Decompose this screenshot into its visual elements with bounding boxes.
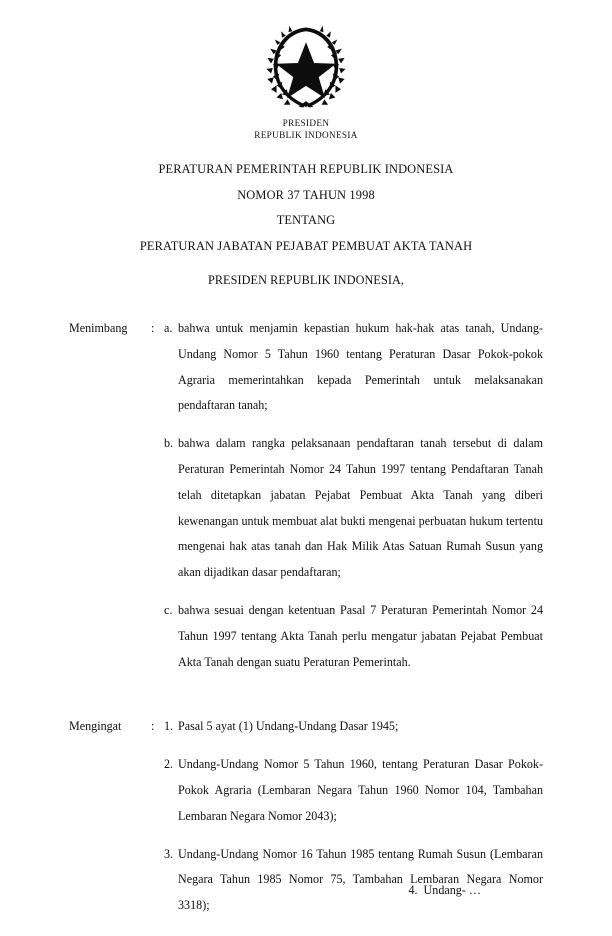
salutation-president: PRESIDEN REPUBLIK INDONESIA, bbox=[207, 273, 405, 287]
menimbang-text-b: bahwa dalam rangka pelaksanaan pendaftaran tanah tersebut di dalam Peraturan Pemerintah Nomor 24 Tahun 1997 tentang Pendaftaran Tanah telah ditetapkan jabatan Pejabat Pembuat Akta Tanah yang diberi kewenangan untuk membuat alat bukti mengenai perbuatan hukum tertentu mengenai hak atas tanah dan Hak Milik Atas Satuan Rumah Susun yang akan dijadikan dasar pendaftaran; bbox=[178, 436, 543, 580]
mengingat-text-1: Pasal 5 ayat (1) Undang-Undang Dasar 1945; bbox=[178, 719, 399, 734]
document-header bbox=[0, 22, 612, 141]
mengingat-colon: : bbox=[151, 719, 155, 734]
mengingat-text-2: Undang-Undang Nomor 5 Tahun 1960, tentang Peraturan Dasar Pokok-Pokok Agraria (Lembaran Negara Tahun 1960 Nomor 104, Tambahan Lembaran Negara Nomor 2043); bbox=[178, 757, 543, 823]
menimbang-section bbox=[69, 316, 543, 675]
menimbang-marker-a: a. bbox=[164, 321, 173, 335]
mengingat-marker-1: 1. bbox=[164, 719, 174, 734]
page-continuation-marker bbox=[69, 881, 543, 899]
title-subject: PERATURAN JABATAN PEJABAT PEMBUAT AKTA TANAH bbox=[139, 238, 473, 253]
page-continuation-text: 4. Undang- … bbox=[408, 883, 481, 897]
menimbang-marker-b: b. bbox=[164, 436, 174, 451]
mengingat-marker-2: 2. bbox=[164, 757, 174, 772]
mengingat-label: Mengingat bbox=[69, 719, 122, 734]
mengingat-item-2 bbox=[69, 752, 543, 829]
menimbang-item-b bbox=[69, 431, 543, 586]
menimbang-marker-c: c. bbox=[164, 602, 173, 617]
menimbang-text-c: bahwa sesuai dengan ketentuan Pasal 7 Peraturan Pemerintah Nomor 24 Tahun 1997 tentang Akta Tanah perlu mengatur jabatan Pejabat Pembuat Akta Tanah dengan suatu Peraturan Pemerintah. bbox=[178, 602, 543, 669]
menimbang-label: Menimbang bbox=[69, 321, 128, 335]
document-body bbox=[69, 316, 543, 919]
title-number-year: NOMOR 37 TAHUN 1998 bbox=[237, 187, 375, 202]
menimbang-colon: : bbox=[151, 321, 155, 335]
menimbang-text-a: bahwa untuk menjamin kepastian hukum hak-hak atas tanah, Undang-Undang Nomor 5 Tahun 1960 tentang Peraturan Dasar Pokok-pokok Agraria memerintahkan kepada Pemerintah untuk melaksanakan pendaftaran tanah; bbox=[178, 321, 543, 413]
title-about-keyword: TENTANG bbox=[276, 213, 336, 228]
emblem-caption bbox=[0, 118, 612, 141]
presidential-star-wreath-emblem bbox=[260, 22, 352, 114]
menimbang-item-a bbox=[69, 316, 543, 419]
mengingat-marker-3: 3. bbox=[164, 846, 174, 861]
emblem-caption-line-2: REPUBLIK INDONESIA bbox=[254, 129, 358, 140]
title-regulation-type: PERATURAN PEMERINTAH REPUBLIK INDONESIA bbox=[158, 162, 454, 176]
mengingat-text-3: Undang-Undang Nomor 16 Tahun 1985 tentang Rumah Susun (Lembaran Negara Tahun 1985 Nomor 75, Tambahan Lembaran Negara Nomor 3318); bbox=[178, 846, 543, 913]
mengingat-item-1 bbox=[69, 714, 543, 740]
menimbang-item-c bbox=[69, 598, 543, 675]
document-title-block bbox=[0, 157, 612, 259]
emblem-caption-line-1: PRESIDEN bbox=[282, 118, 330, 128]
